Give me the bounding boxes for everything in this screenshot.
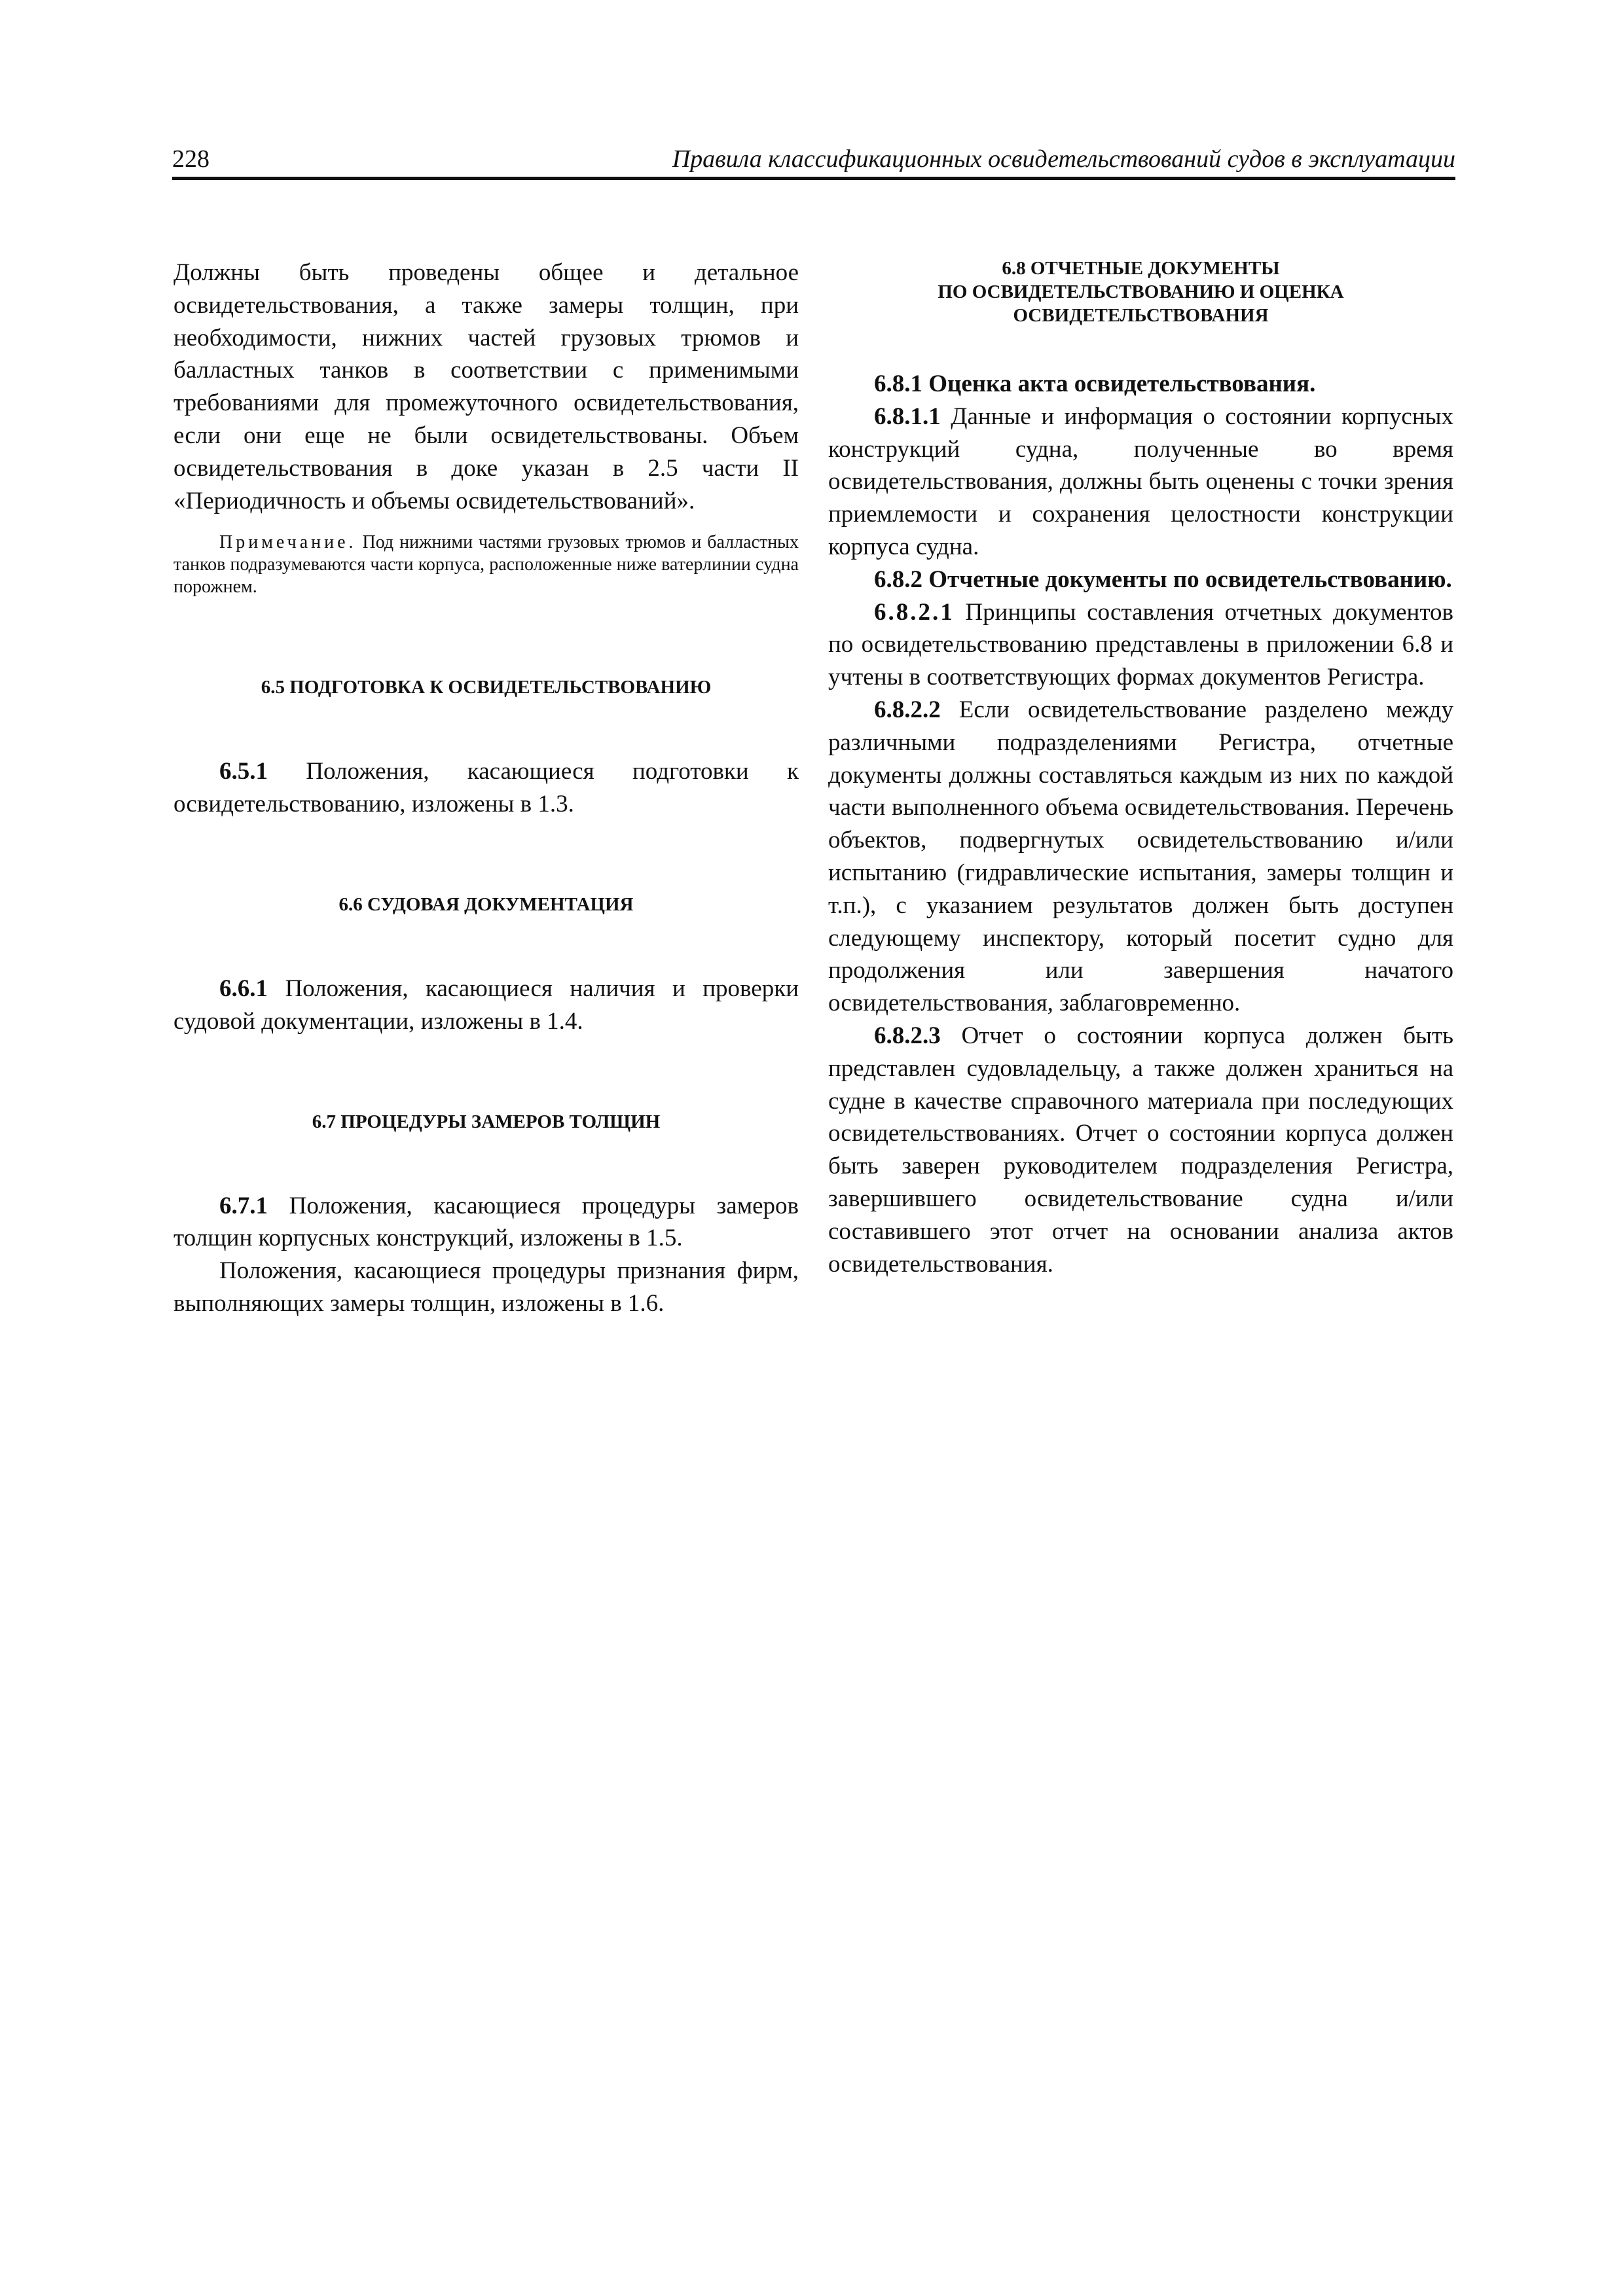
note-text: Под нижними частями грузовых трюмов и балластных танков подразумеваются части корпуса, расположенные ниже ватерлинии судна порожнем.: [173, 532, 799, 598]
paragraph-6-6-1: [173, 973, 799, 1038]
clause-text: Положения, касающиеся наличия и проверки судовой документации, изложены в 1.4.: [173, 975, 799, 1035]
paragraph-6-8-2-1: [828, 596, 1453, 694]
subsection-6-8-1-heading: 6.8.1 Оценка акта освидетельствования.: [874, 370, 1316, 397]
note: [173, 531, 799, 598]
paragraph-6-7-1: [173, 1190, 799, 1255]
clause-number: 6.8.2.3: [874, 1022, 941, 1049]
section-6-8-title-line-1: 6.8 ОТЧЕТНЫЕ ДОКУМЕНТЫ: [1002, 258, 1280, 279]
page-header: [172, 143, 1455, 175]
paragraph-6-5-1: [173, 755, 799, 821]
clause-text: Отчет о состоянии корпуса должен быть представлен судовладельцу, а также должен храниться на судне в качестве справочного материала при последующих освидетельствованиях. Отчет о состоянии корпуса должен быть заверен руководителем подразделения Регистра, завершившего освидетельствование судна и/или составившего этот отчет на основании анализа актов освидетельствования.: [828, 1022, 1454, 1278]
section-6-5-title: 6.5 ПОДГОТОВКА К ОСВИДЕТЕЛЬСТВОВАНИЮ: [261, 677, 712, 698]
paragraph-6-8-2-2: [828, 694, 1453, 1020]
running-title: Правила классификационных освидетельствований судов в эксплуатации: [672, 145, 1455, 173]
section-6-7-title: 6.7 ПРОЦЕДУРЫ ЗАМЕРОВ ТОЛЩИН: [312, 1111, 661, 1132]
left-column: [173, 257, 799, 1320]
section-6-6-title: 6.6 СУДОВАЯ ДОКУМЕНТАЦИЯ: [338, 893, 634, 915]
paragraph-6-7-1-cont: Положения, касающиеся процедуры признания фирм, выполняющих замеры толщин, изложены в 1.6.: [173, 1257, 799, 1317]
clause-text: Положения, касающиеся процедуры замеров толщин корпусных конструкций, изложены в 1.5.: [173, 1192, 799, 1252]
clause-text: Положения, касающиеся подготовки к освидетельствованию, изложены в 1.3.: [173, 758, 799, 818]
section-6-8-title-line-2: ПО ОСВИДЕТЕЛЬСТВОВАНИЮ И ОЦЕНКА: [938, 281, 1344, 302]
clause-number: 6.6.1: [219, 975, 268, 1002]
note-label: Примечание.: [219, 532, 357, 553]
clause-text: Если освидетельствование разделено между различными подразделениями Регистра, отчетные документы должны составляться каждым из них по каждой части выполненного объема освидетельствования. Перечень объектов, подвергнутых освидетельствованию и/или испытанию (гидравлические испытания, замеры толщин и т.п.), с указанием результатов должен быть доступен следующему инспектору, который посетит судно для продолжения или завершения начатого освидетельствования, заблаговременно.: [828, 696, 1453, 1017]
paragraph-6-8-1-1: [828, 401, 1453, 564]
right-column: [828, 257, 1453, 1280]
subsection-6-8-2-heading: 6.8.2 Отчетные документы по освидетельствованию.: [874, 565, 1452, 593]
paragraph-6-8-2-3: [828, 1020, 1453, 1280]
clause-number: 6.8.2.1: [874, 598, 955, 626]
clause-number: 6.5.1: [219, 758, 268, 785]
clause-text: Принципы составления отчетных документов по освидетельствованию представлены в приложении 6.8 и учтены в соответствующих формах документов Регистра.: [828, 598, 1453, 691]
clause-number: 6.8.2.2: [874, 696, 941, 723]
intro-paragraph: Должны быть проведены общее и детальное освидетельствования, а также замеры толщин, при необходимости, нижних частей грузовых трюмов и балластных танков в соответствии с применимыми требованиями для промежуточного освидетельствования, если они еще не были освидетельствованы. Объем освидетельствования в доке указан в 2.5 части II «Периодичность и объемы освидетельствований».: [173, 259, 799, 514]
header-rule: [172, 177, 1455, 180]
page-number: 228: [172, 145, 210, 173]
clause-text: Данные и информация о состоянии корпусных конструкций судна, полученные во время освидетельствования, должны быть оценены с точки зрения приемлемости и сохранения целостности конструкции корпуса судна.: [828, 403, 1454, 560]
section-6-8-title-line-3: ОСВИДЕТЕЛЬСТВОВАНИЯ: [1013, 305, 1269, 326]
clause-number: 6.7.1: [219, 1192, 268, 1219]
clause-number: 6.8.1.1: [874, 403, 941, 430]
